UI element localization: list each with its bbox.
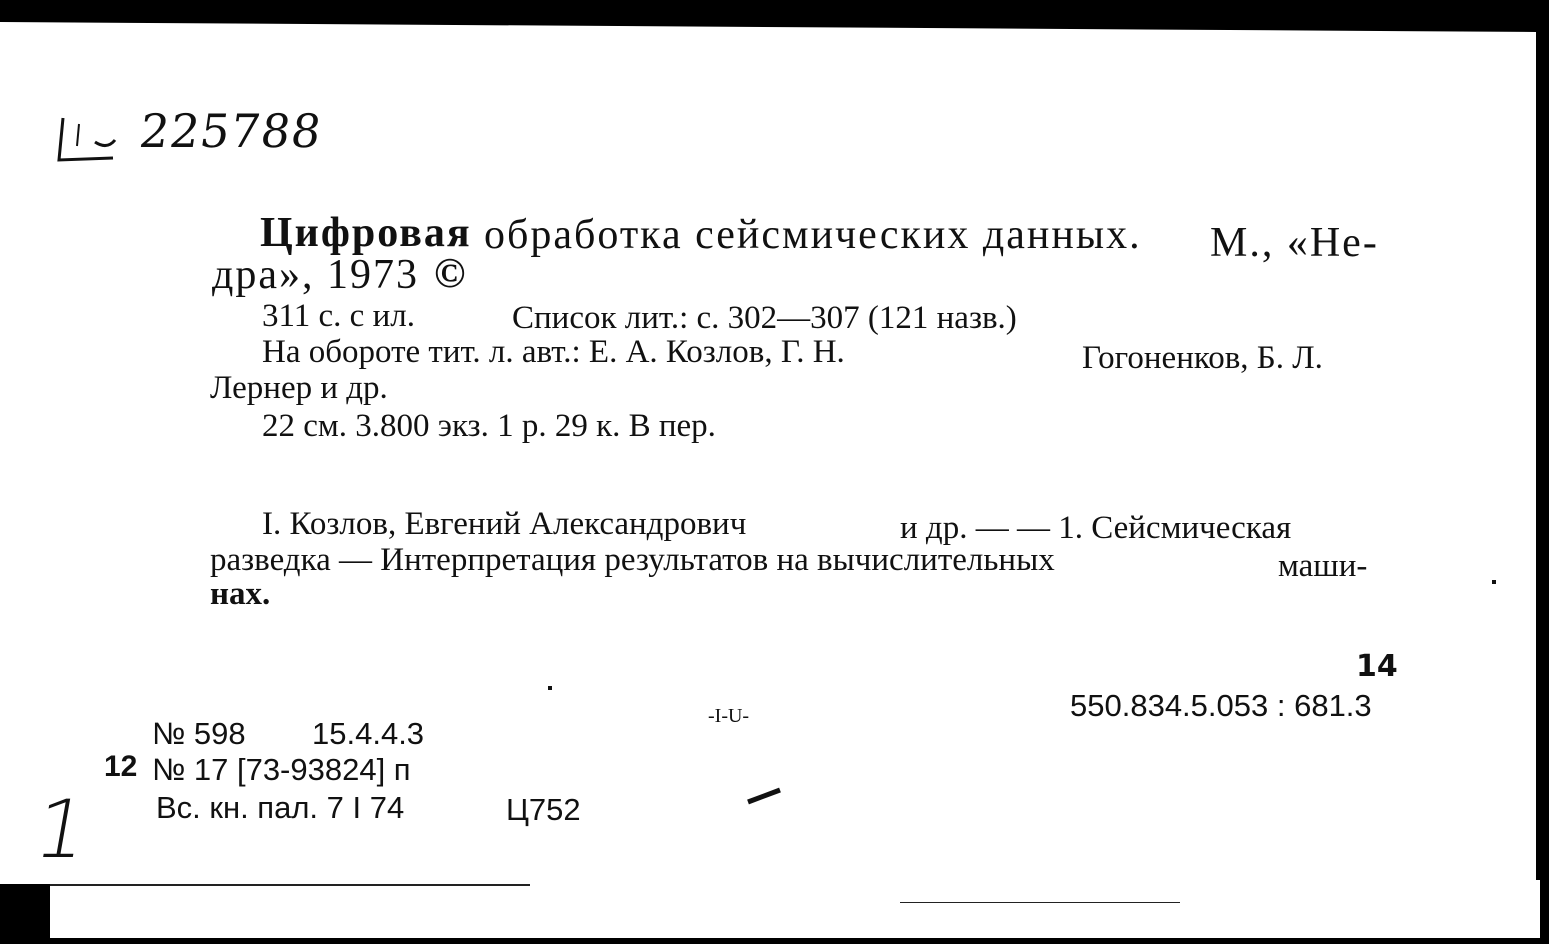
tracing-line3: нах. (210, 576, 271, 612)
card-edge-line (900, 902, 1180, 903)
record-line2-prefix: 12 (104, 750, 138, 783)
bibliography-line: Список лит.: с. 302—307 (121 назв.) (512, 300, 1017, 336)
ink-dot (1492, 580, 1496, 584)
record-line2: № 17 [73-93824] п (152, 752, 411, 787)
record-line1-a: № 598 (152, 716, 246, 751)
authors-line1: На обороте тит. л. авт.: Е. А. Козлов, Г. Н. (262, 334, 845, 370)
inventory-number: 225788 (136, 104, 326, 158)
authors-line1-end: Гогоненков, Б. Л. (1082, 340, 1323, 376)
tracing-line2-end: маши- (1278, 548, 1368, 584)
udc-index: 550.834.5.053 : 681.3 (1070, 688, 1372, 723)
title-rest: обработка сейсмических данных. (484, 212, 1142, 258)
udc-handwritten: 14 (1356, 649, 1398, 684)
record-line1-b: 15.4.4.3 (312, 716, 425, 751)
library-stamp-icon (55, 100, 125, 170)
copyright-symbol: © (434, 251, 466, 297)
ink-dot (548, 686, 552, 690)
tracing-line1-start: I. Козлов, Евгений Александрович (262, 506, 747, 542)
title-bold: Цифровая (260, 210, 472, 256)
ink-smudge-icon (746, 786, 782, 806)
record-line3-b: Ц752 (506, 792, 581, 827)
pages-line: 311 с. с ил. (262, 298, 415, 334)
handwritten-margin-number: 1 (27, 783, 96, 876)
card-edge-line (50, 884, 530, 886)
stray-mark: -I-U- (708, 705, 750, 727)
scan-border (0, 884, 50, 944)
physical-description: 22 см. 3.800 экз. 1 р. 29 к. В пер. (262, 408, 716, 444)
authors-line2: Лернер и др. (210, 370, 388, 406)
imprint-line2: дра», 1973 (212, 252, 420, 298)
imprint-line1: М., «Не- (1210, 220, 1379, 266)
record-line3-a: Вс. кн. пал. 7 I 74 (156, 790, 405, 825)
card-bottom-strip (50, 880, 1540, 938)
tracing-line2-start: разведка — Интерпретация результатов на вычислительных (210, 542, 1055, 578)
tracing-line1-mid: и др. — — 1. Сейсмическая (900, 510, 1292, 546)
